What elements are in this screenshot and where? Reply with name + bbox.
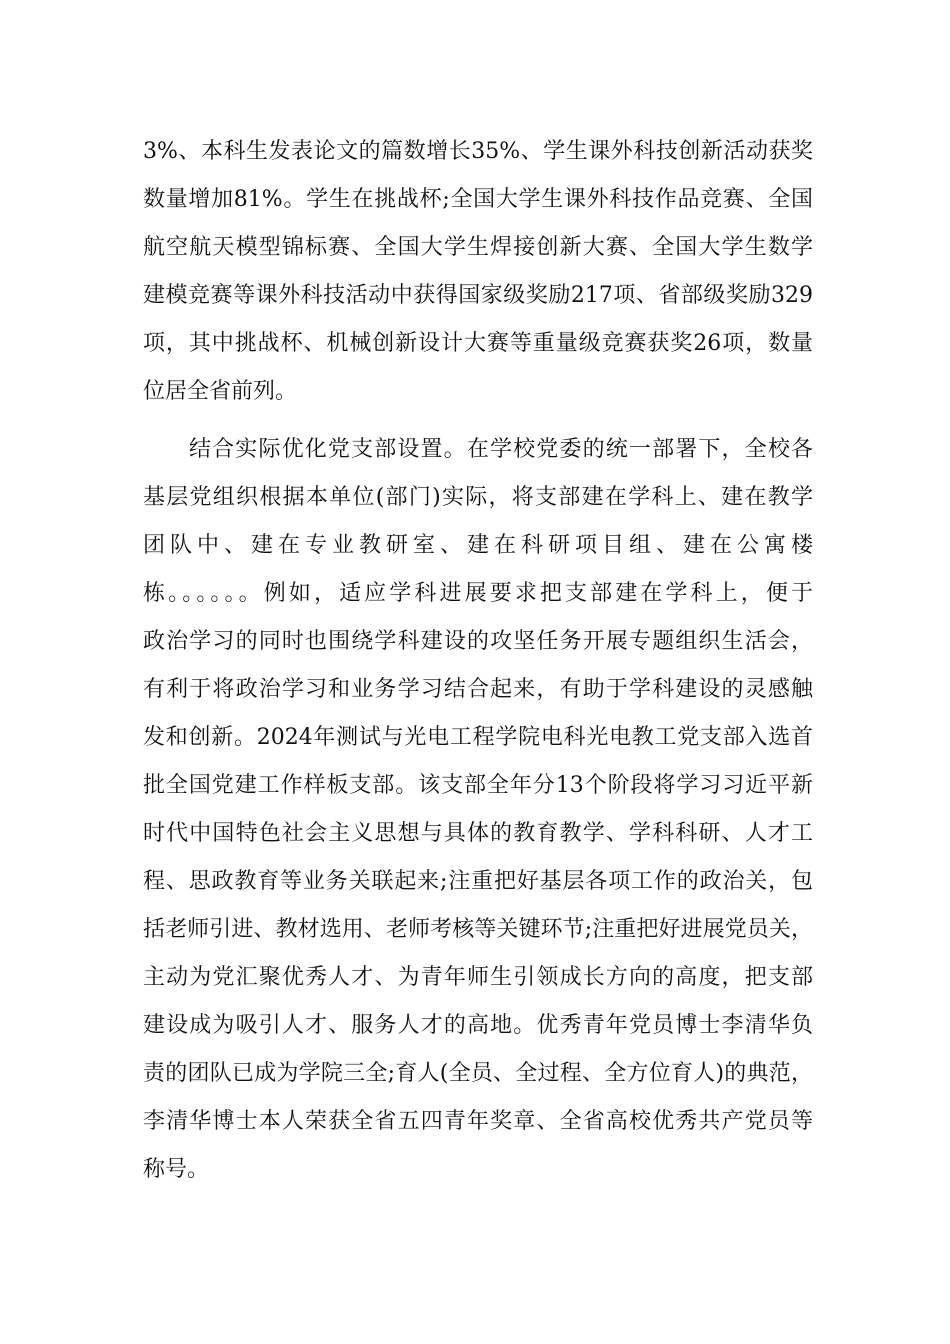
text-line: 建设成为吸引人才、服务人才的高地。优秀青年党员博士李清华负 <box>143 1013 813 1038</box>
text-line: 政治学习的同时也围绕学科建设的攻坚任务开展专题组织生活会， <box>143 629 813 654</box>
text-line: 程、思政教育等业务关联起来;注重把好基层各项工作的政治关，包 <box>143 869 813 894</box>
text-line: 团队中、建在专业教研室、建在科研项目组、建在公寓楼 <box>143 533 813 558</box>
text-line: 3%、本科生发表论文的篇数增长35%、学生课外科技创新活动获奖 <box>143 139 813 164</box>
text-line: 建模竞赛等课外科技活动中获得国家级奖励217项、省部级奖励329 <box>143 283 813 308</box>
text-line: 批全国党建工作样板支部。该支部全年分13个阶段将学习习近平新 <box>143 773 813 798</box>
text-line: 责的团队已成为学院三全;育人(全员、全过程、全方位育人)的典范， <box>143 1061 813 1086</box>
text-line: 主动为党汇聚优秀人才、为青年师生引领成长方向的高度，把支部 <box>143 965 813 990</box>
text-line: 时代中国特色社会主义思想与具体的教育教学、学科科研、人才工 <box>143 821 813 846</box>
text-line: 栋。。。。。。例如，适应学科进展要求把支部建在学科上，便于 <box>143 581 813 606</box>
paragraph-first-line: 结合实际优化党支部设置。在学校党委的统一部署下，全校各 <box>189 437 813 462</box>
text-line: 称号。 <box>143 1157 210 1182</box>
text-line: 基层党组织根据本单位(部门)实际，将支部建在学科上、建在教学 <box>143 485 813 510</box>
text-line: 李清华博士本人荣获全省五四青年奖章、全省高校优秀共产党员等 <box>143 1109 813 1134</box>
text-line: 括老师引进、教材选用、老师考核等关键环节;注重把好进展党员关， <box>143 917 813 942</box>
text-line: 航空航天模型锦标赛、全国大学生焊接创新大赛、全国大学生数学 <box>143 235 813 260</box>
text-line: 发和创新。2024年测试与光电工程学院电科光电教工党支部入选首 <box>143 725 813 750</box>
text-line: 位居全省前列。 <box>143 379 298 404</box>
text-line: 项，其中挑战杯、机械创新设计大赛等重量级竞赛获奖26项，数量 <box>143 331 813 356</box>
text-line: 数量增加81%。学生在挑战杯;全国大学生课外科技作品竞赛、全国 <box>143 187 813 212</box>
text-line: 有利于将政治学习和业务学习结合起来，有助于学科建设的灵感触 <box>143 677 813 702</box>
